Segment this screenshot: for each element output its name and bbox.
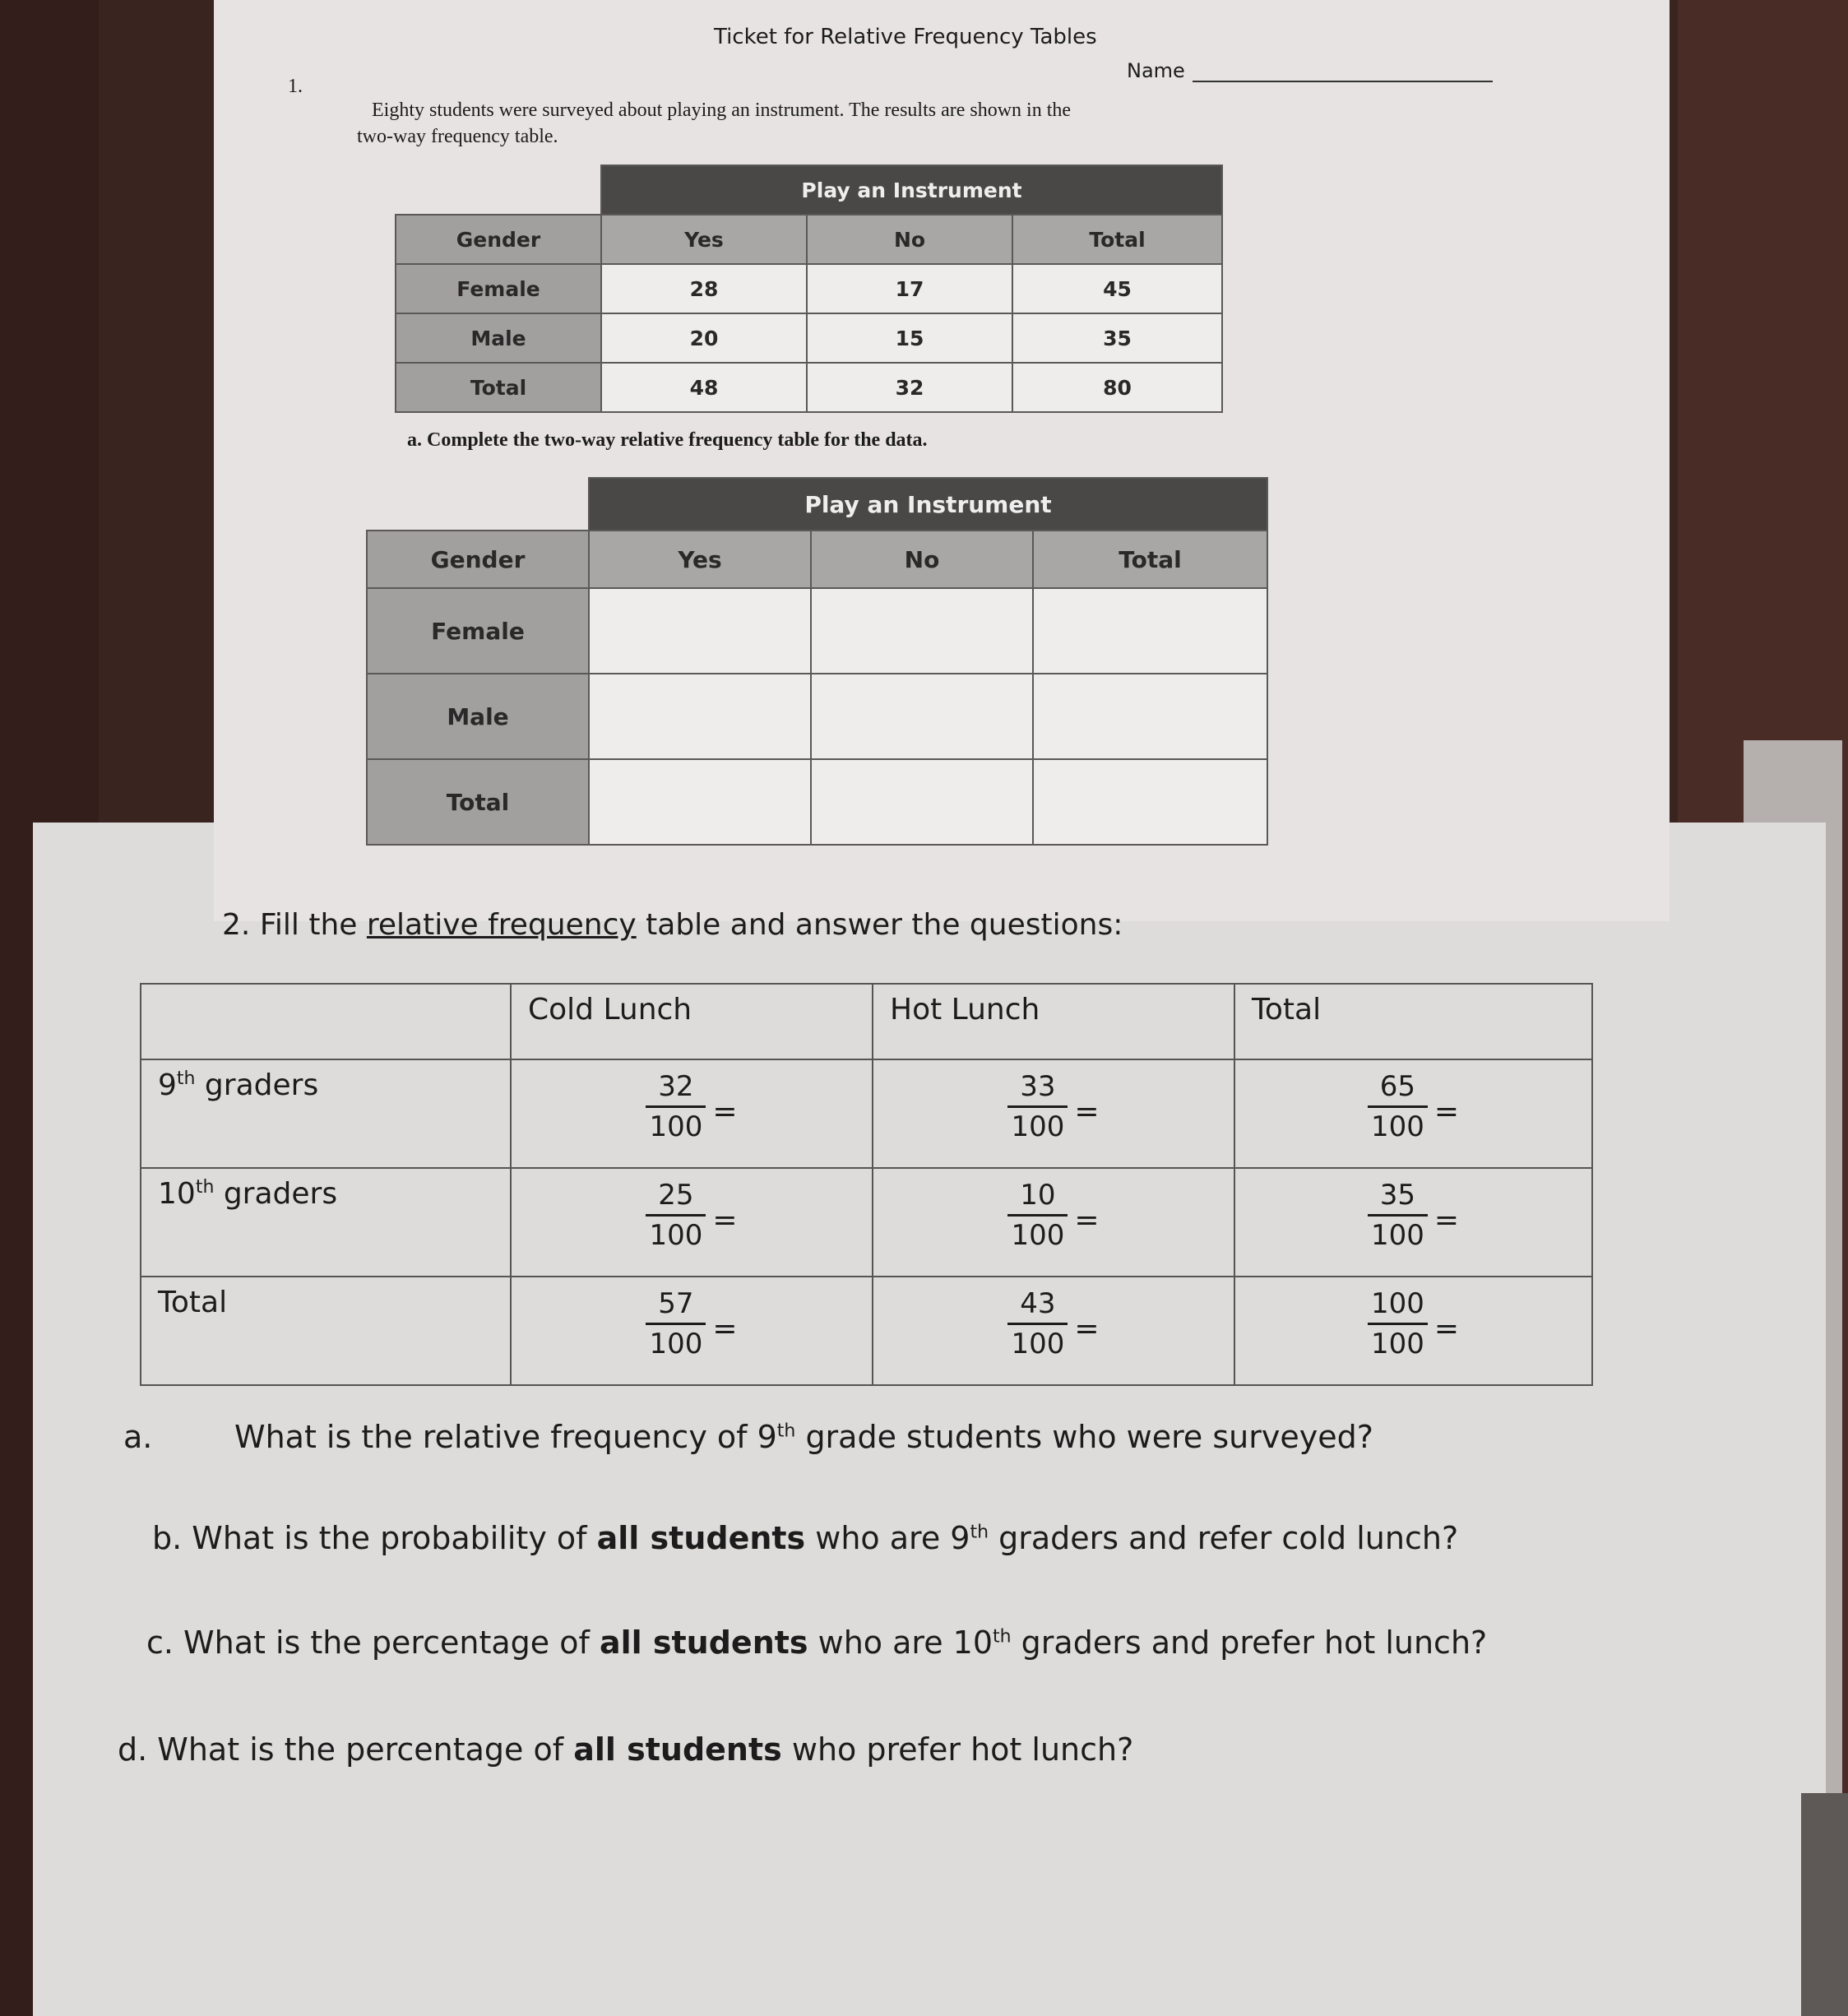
part-a-instruction: a. Complete the two-way relative frequency table for the data. [407,429,928,451]
corner-shadow [1801,1793,1848,2016]
row-label-male: Male [367,674,589,759]
col-header-total: Total [1033,531,1267,588]
fraction-cell[interactable]: $\frac{35}{100}$ = [1234,1168,1592,1277]
question-a-text: What is the relative frequency of 9th grade students who were surveyed? [234,1419,1373,1455]
table-row [396,363,1222,412]
prompt-line-1: Eighty students were surveyed about playing an instrument. The results are shown in the [372,100,1072,121]
question-1-number: 1. [288,76,303,97]
fraction: $\frac{33}{100}$ [1007,1070,1068,1143]
prompt-line-2: two-way frequency table. [357,126,558,147]
lunch-header-corner [141,984,511,1059]
row-label-female: Female [396,264,601,313]
fraction-cell[interactable]: $\frac{10}{100}$ = [873,1168,1234,1277]
blank-answer-cell[interactable] [811,759,1033,845]
table-cell: 80 [1012,363,1222,412]
question-a-marker: a. [123,1419,153,1455]
fraction-cell[interactable]: $\frac{43}{100}$ = [873,1277,1234,1385]
name-line[interactable] [1193,81,1493,82]
row-label-total: Total [367,759,589,845]
lunch-header-total: Total [1234,984,1592,1059]
blank-answer-cell[interactable] [589,588,811,674]
group-header: Play an Instrument [601,165,1222,215]
group-header: Play an Instrument [589,478,1267,531]
question-a [123,1419,1373,1455]
fraction-cell[interactable]: $\frac{32}{100}$ = [511,1059,873,1168]
fraction: $\frac{32}{100}$ [646,1070,706,1143]
table-cell: 32 [807,363,1012,412]
col-header-no: No [811,531,1033,588]
col-header-yes: Yes [601,215,807,264]
blank-answer-cell[interactable] [589,674,811,759]
table-row [367,759,1267,845]
table-cell: 48 [601,363,807,412]
empty-corner [396,165,601,215]
empty-corner [367,478,589,531]
col-header-total: Total [1012,215,1222,264]
blank-answer-cell[interactable] [589,759,811,845]
blank-answer-cell[interactable] [1033,588,1267,674]
question-2-suffix: table and answer the questions: [646,908,1123,942]
table-cell: 20 [601,313,807,363]
question-2-prefix: Fill the [259,908,358,942]
fraction-cell[interactable]: $\frac{33}{100}$ = [873,1059,1234,1168]
table-row [396,313,1222,363]
table-row [141,1277,1592,1385]
fraction-cell[interactable]: $\frac{100}{100}$ = [1234,1277,1592,1385]
question-d: d. What is the percentage of all students who prefer hot lunch? [118,1731,1134,1768]
col-header-no: No [807,215,1012,264]
row-label-10th: 10th graders [141,1168,511,1277]
blank-answer-cell[interactable] [811,674,1033,759]
question-b: b. What is the probability of all students who are 9th graders and refer cold lunch? [152,1520,1459,1556]
row-label-total: Total [396,363,601,412]
lunch-header-cold: Cold Lunch [511,984,873,1059]
row-label-9th: 9th graders [141,1059,511,1168]
question-2-title [222,908,1123,942]
frequency-table [395,165,1223,413]
question-c: c. What is the percentage of all students who are 10th graders and prefer hot lunch? [146,1624,1488,1661]
question-2-number: 2. [222,908,251,942]
fraction: $\frac{25}{100}$ [646,1179,706,1252]
row-label-total: Total [141,1277,511,1385]
table-row [141,1168,1592,1277]
table-cell: 28 [601,264,807,313]
table-row [396,264,1222,313]
fraction-cell[interactable]: $\frac{25}{100}$ = [511,1168,873,1277]
row-label-male: Male [396,313,601,363]
ticket-title: Ticket for Relative Frequency Tables [714,25,1097,49]
table-cell: 15 [807,313,1012,363]
fraction: $\frac{43}{100}$ [1007,1287,1068,1360]
fraction: $\frac{35}{100}$ [1368,1179,1428,1252]
relative-frequency-table [366,477,1268,846]
blank-answer-cell[interactable] [1033,759,1267,845]
fraction: $\frac{100}{100}$ [1368,1287,1428,1360]
table-row [367,674,1267,759]
row-label-female: Female [367,588,589,674]
blank-answer-cell[interactable] [1033,674,1267,759]
question-2-underlined: relative frequency [366,908,637,942]
name-label: Name [1127,59,1185,82]
fraction: $\frac{10}{100}$ [1007,1179,1068,1252]
col-header-gender: Gender [367,531,589,588]
fraction-cell[interactable]: $\frac{65}{100}$ = [1234,1059,1592,1168]
col-header-gender: Gender [396,215,601,264]
fraction: $\frac{57}{100}$ [646,1287,706,1360]
col-header-yes: Yes [589,531,811,588]
table-cell: 35 [1012,313,1222,363]
fraction: $\frac{65}{100}$ [1368,1070,1428,1143]
lunch-table [140,983,1593,1386]
table-row [141,1059,1592,1168]
fraction-cell[interactable]: $\frac{57}{100}$ = [511,1277,873,1385]
blank-answer-cell[interactable] [811,588,1033,674]
table-cell: 45 [1012,264,1222,313]
lunch-header-hot: Hot Lunch [873,984,1234,1059]
table-row [367,588,1267,674]
table-cell: 17 [807,264,1012,313]
question-1-prompt [357,97,1359,150]
